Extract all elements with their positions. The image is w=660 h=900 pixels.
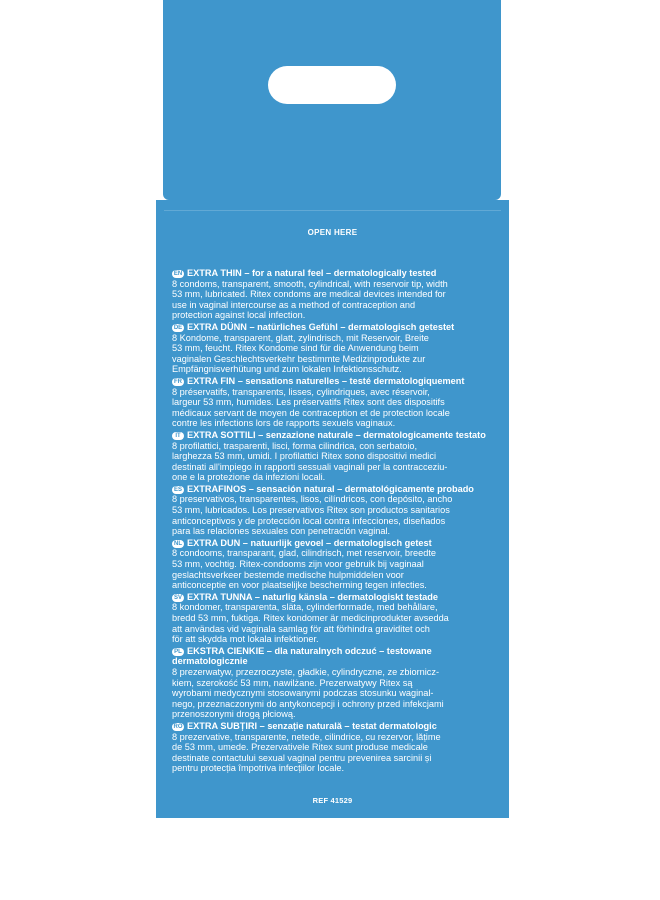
section-pl xyxy=(172,646,499,720)
hanger-hole xyxy=(268,66,396,104)
section-it xyxy=(172,430,499,483)
section-body-line: 8 preservativos, transparentes, lisos, cilíndricos, con depósito, ancho xyxy=(172,494,453,505)
section-body-line: use in vaginal intercourse as a method of contraception and xyxy=(172,299,416,310)
section-body-line: para las relaciones sexuales con penetración vaginal. xyxy=(172,526,391,537)
language-code-badge: DE xyxy=(173,324,183,331)
section-title: EXTRA DUN – natuurlijk gevoel – dermatologisch getest xyxy=(187,537,432,548)
reference-number: REF 41529 xyxy=(312,796,353,805)
section-body-line: Empfängnisverhütung und zum lokalen Infektionsschutz. xyxy=(172,364,402,375)
section-body-line: 53 mm, lubricados. Los preservativos Ritex son productos sanitarios xyxy=(172,505,450,516)
section-ro xyxy=(172,721,499,774)
section-body-line: larghezza 53 mm, umidi. I profilattici Ritex sono dispositivi medici xyxy=(172,451,436,462)
section-body-line: 8 condoms, transparent, smooth, cylindrical, with reservoir tip, width xyxy=(172,278,448,289)
section-body-line: 53 mm, feucht. Ritex Kondome sind für die Anwendung beim xyxy=(172,343,419,354)
language-code-badge: SV xyxy=(173,594,182,601)
multilingual-description xyxy=(172,268,499,775)
section-sv xyxy=(172,592,499,645)
section-title: EXTRA TUNNA – naturlig känsla – dermatologiskt testade xyxy=(187,591,439,602)
section-en xyxy=(172,268,499,321)
package-back-panel xyxy=(156,200,509,818)
language-code-badge: EN xyxy=(173,271,183,277)
section-body-line: médicaux servant de moyen de contraception et de protection locale xyxy=(172,407,450,418)
section-headline xyxy=(172,322,499,333)
section-nl xyxy=(172,538,499,591)
section-body-line: för att skydda mot lokala infektioner. xyxy=(172,634,319,645)
section-body-line: 53 mm, vochtig. Ritex-condooms zijn voor gebruik bij vaginaal xyxy=(172,559,424,570)
section-title: EXTRA FIN – sensations naturelles – testé dermatologiquement xyxy=(187,375,465,386)
section-body-line: 8 condooms, transparant, glad, cilindrisch, met reservoir, breedte xyxy=(172,548,437,559)
perforation-line xyxy=(164,210,501,211)
section-title: EKSTRA CIENKIE – dla naturalnych odczuć – testowane dermatologicznie xyxy=(172,645,432,667)
section-body-line: 8 prezerwatyw, przezroczyste, gładkie, cylindryczne, ze zbiornicz- xyxy=(172,666,440,677)
section-headline xyxy=(172,268,499,279)
hanger-tab xyxy=(163,0,501,200)
section-body-line: 8 prezervative, transparente, netede, cilindrice, cu rezervor, lățime xyxy=(172,731,441,742)
section-fr xyxy=(172,376,499,429)
section-body-line: att användas vid vaginala samlag för att förhindra graviditet och xyxy=(172,623,430,634)
language-code-badge: RO xyxy=(173,723,183,730)
section-body-line: protection against local infection. xyxy=(172,310,306,321)
section-body-line: anticonceptie en voor plaatselijke bescherming tegen infecties. xyxy=(172,580,427,591)
section-body-line: nego, przeznaczonymi do antykoncepcji i ochrony przed infekcjami xyxy=(172,698,444,709)
section-body-line: destinate contactului sexual vaginal pentru prevenirea sarcinii și xyxy=(172,752,432,763)
section-title: EXTRA THIN – for a natural feel – dermatologically tested xyxy=(187,268,437,278)
section-title: EXTRAFINOS – sensación natural – dermatológicamente probado xyxy=(187,483,474,494)
section-body-line: destinati all'impiego in rapporti sessuali vaginali per la contracceziu- xyxy=(172,461,448,472)
section-body-line: contre les infections lors de rapports sexuels vaginaux. xyxy=(172,418,396,429)
section-body-line: wyrobami medycznymi stosowanymi podczas stosunku waginal- xyxy=(172,688,434,699)
language-code-badge: NL xyxy=(174,540,182,547)
section-headline xyxy=(172,721,499,732)
language-code-badge: ES xyxy=(173,486,182,493)
section-headline xyxy=(172,538,499,549)
section-headline xyxy=(172,484,499,495)
section-body-line: 8 préservatifs, transparents, lisses, cylindriques, avec réservoir, xyxy=(172,386,430,397)
section-body-line: de 53 mm, umede. Prezervativele Ritex sunt produse medicale xyxy=(172,742,428,753)
section-body-line: 8 kondomer, transparenta, släta, cylinderformade, med behållare, xyxy=(172,602,438,613)
section-body-line: 8 Kondome, transparent, glatt, zylindrisch, mit Reservoir, Breite xyxy=(172,332,429,343)
language-code-badge: IT xyxy=(172,432,184,440)
section-body-line: vaginalen Geschlechtsverkehr bestimmte Medizinprodukte zur xyxy=(172,353,426,364)
section-body-line: przenoszonymi drogą płciową. xyxy=(172,709,296,720)
section-body-line: geslachtsverkeer bestemde medische hulpmiddelen voor xyxy=(172,569,404,580)
section-body-line: kiem, szerokość 53 mm, nawilżane. Prezerwatywy Ritex są xyxy=(172,677,413,688)
section-body-line: pentru protecția împotriva infecțiilor locale. xyxy=(172,763,345,774)
section-body-line: bredd 53 mm, fuktiga. Ritex kondomer är medicinprodukter avsedda xyxy=(172,613,449,623)
section-body-line: largeur 53 mm, humides. Les préservatifs Ritex sont des dispositifs xyxy=(172,397,445,408)
section-de xyxy=(172,322,499,375)
section-title: EXTRA SUBȚIRI – senzație naturală – testat dermatologic xyxy=(187,720,437,731)
language-code-badge: FR xyxy=(174,378,182,385)
open-here-label: OPEN HERE xyxy=(307,228,358,237)
section-title: EXTRA DÜNN – natürliches Gefühl – dermatologisch getestet xyxy=(187,321,455,332)
section-headline xyxy=(172,592,499,603)
section-headline xyxy=(172,646,499,667)
section-body-line: 8 profilattici, trasparenti, lisci, forma cilindrica, con serbatoio, xyxy=(172,440,418,451)
section-body-line: anticonceptivos y de protección local contra infecciones, diseñados xyxy=(172,515,446,526)
section-body-line: 53 mm, lubricated. Ritex condoms are medical devices intended for xyxy=(172,289,446,300)
section-headline xyxy=(172,430,499,441)
section-es xyxy=(172,484,499,537)
language-code-badge: PL xyxy=(172,648,184,656)
section-title: EXTRA SOTTILI – senzazione naturale – dermatologicamente testato xyxy=(187,429,486,440)
section-body-line: one e la protezione da infezioni locali. xyxy=(172,472,326,483)
section-headline xyxy=(172,376,499,387)
